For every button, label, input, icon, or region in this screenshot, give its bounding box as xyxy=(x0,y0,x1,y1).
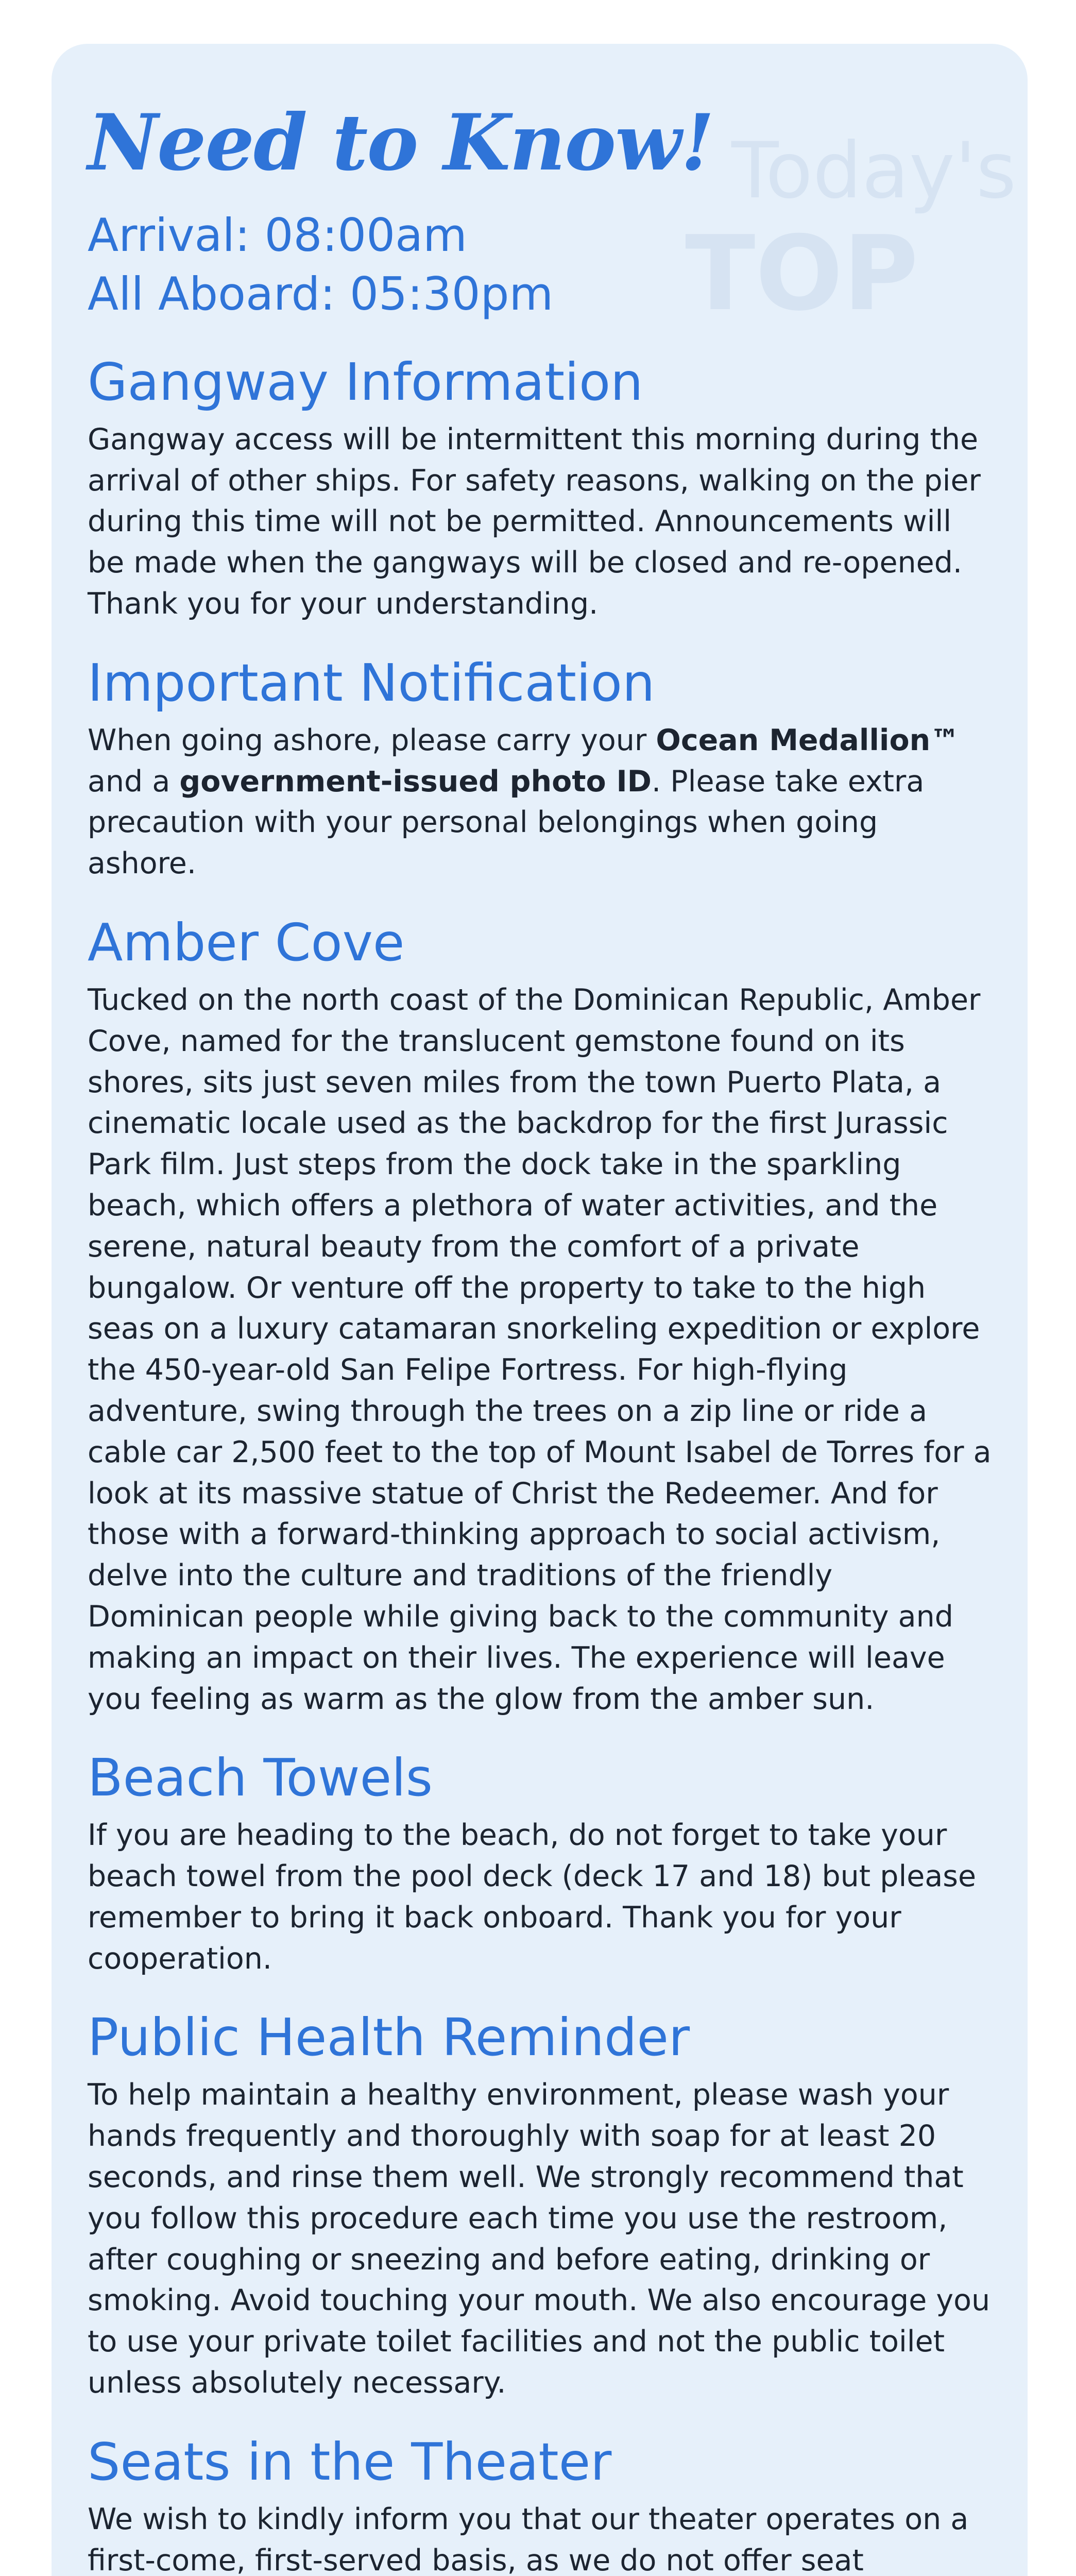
theater-body: We wish to kindly inform you that our theater operates on a first-come, first-served basis, as we do not offer seat xyxy=(88,2502,969,2576)
content-column xyxy=(88,97,994,2576)
notification-body xyxy=(88,720,994,885)
page-title: Need to Know! xyxy=(88,97,714,188)
theater-section xyxy=(88,2430,994,2576)
ocean-medallion-text: Ocean Medallion™ xyxy=(656,723,960,757)
gangway-body: Gangway access will be intermittent this morning during the arrival of other ships. For safety reasons, walking on the pier during this time will not be permitted. Announcements will be made when the gangways will be closed and re-opened. Thank you for your understanding. xyxy=(88,422,981,621)
health-heading: Public Health Reminder xyxy=(88,2007,690,2068)
all-aboard-time: All Aboard: 05:30pm xyxy=(88,267,554,321)
background-today-text: Today's xyxy=(731,126,1017,216)
notification-text-pre: When going ashore, please carry your xyxy=(88,723,656,757)
amber-cove-section xyxy=(88,910,994,1720)
beach-towels-heading: Beach Towels xyxy=(88,1748,433,1808)
arrival-time: Arrival: 08:00am xyxy=(88,209,467,262)
photo-id-text: government-issued photo ID xyxy=(179,764,652,799)
notification-heading: Important Notification xyxy=(88,652,655,713)
beach-towels-body: If you are heading to the beach, do not forget to take your beach towel from the pool deck (deck 17 and 18) but please remember to bring it back onboard. Thank you for your cooperation. xyxy=(88,1818,977,1976)
gangway-heading: Gangway Information xyxy=(88,351,643,412)
health-section xyxy=(88,2005,994,2403)
notification-text-post: . Please take extra precaution with your personal belongings when going ashore. xyxy=(88,764,925,881)
amber-cove-heading: Amber Cove xyxy=(88,912,405,973)
theater-heading: Seats in the Theater xyxy=(88,2431,612,2492)
health-body: To help maintain a healthy environment, please wash your hands frequently and thoroughly with soap for at least 20 seconds, and rinse them well. We strongly recommend that you follow this procedure each time you use the restroom, after coughing or sneezing and before eating, drinking or smoking. Avoid touching your mouth. We also encourage you to use your private toilet facilities and not the public toilet unless absolutely necessary. xyxy=(88,2078,990,2400)
background-top-text: TOP xyxy=(685,214,919,334)
notification-text-mid: and a xyxy=(88,764,180,799)
notification-section xyxy=(88,651,994,885)
amber-cove-body: Tucked on the north coast of the Dominican Republic, Amber Cove, named for the translucent gemstone found on its shores, sits just seven miles from the town Puerto Plata, a cinematic locale used as the backdrop for the first Jurassic Park film. Just steps from the dock take in the sparkling beach, which offers a plethora of water activities, and the serene, natural beauty from the comfort of a private bungalow. Or venture off the property to take to the high seas on a luxury catamaran snorkeling expedition or explore the 450-year-old San Felipe Fortress. For high-flying adventure, swing through the trees on a zip line or ride a cable car 2,500 feet to the top of Mount Isabel de Torres for a look at its massive statue of Christ the Redeemer. And for those with a forward-thinking approach to social activism, delve into the culture and traditions of the friendly Dominican people while giving back to the community and making an impact on their lives. The experience will leave you feeling as warm as the glow from the amber sun. xyxy=(88,982,992,1716)
beach-towels-section xyxy=(88,1745,994,1979)
info-panel xyxy=(52,44,1028,2576)
gangway-section xyxy=(88,350,994,625)
